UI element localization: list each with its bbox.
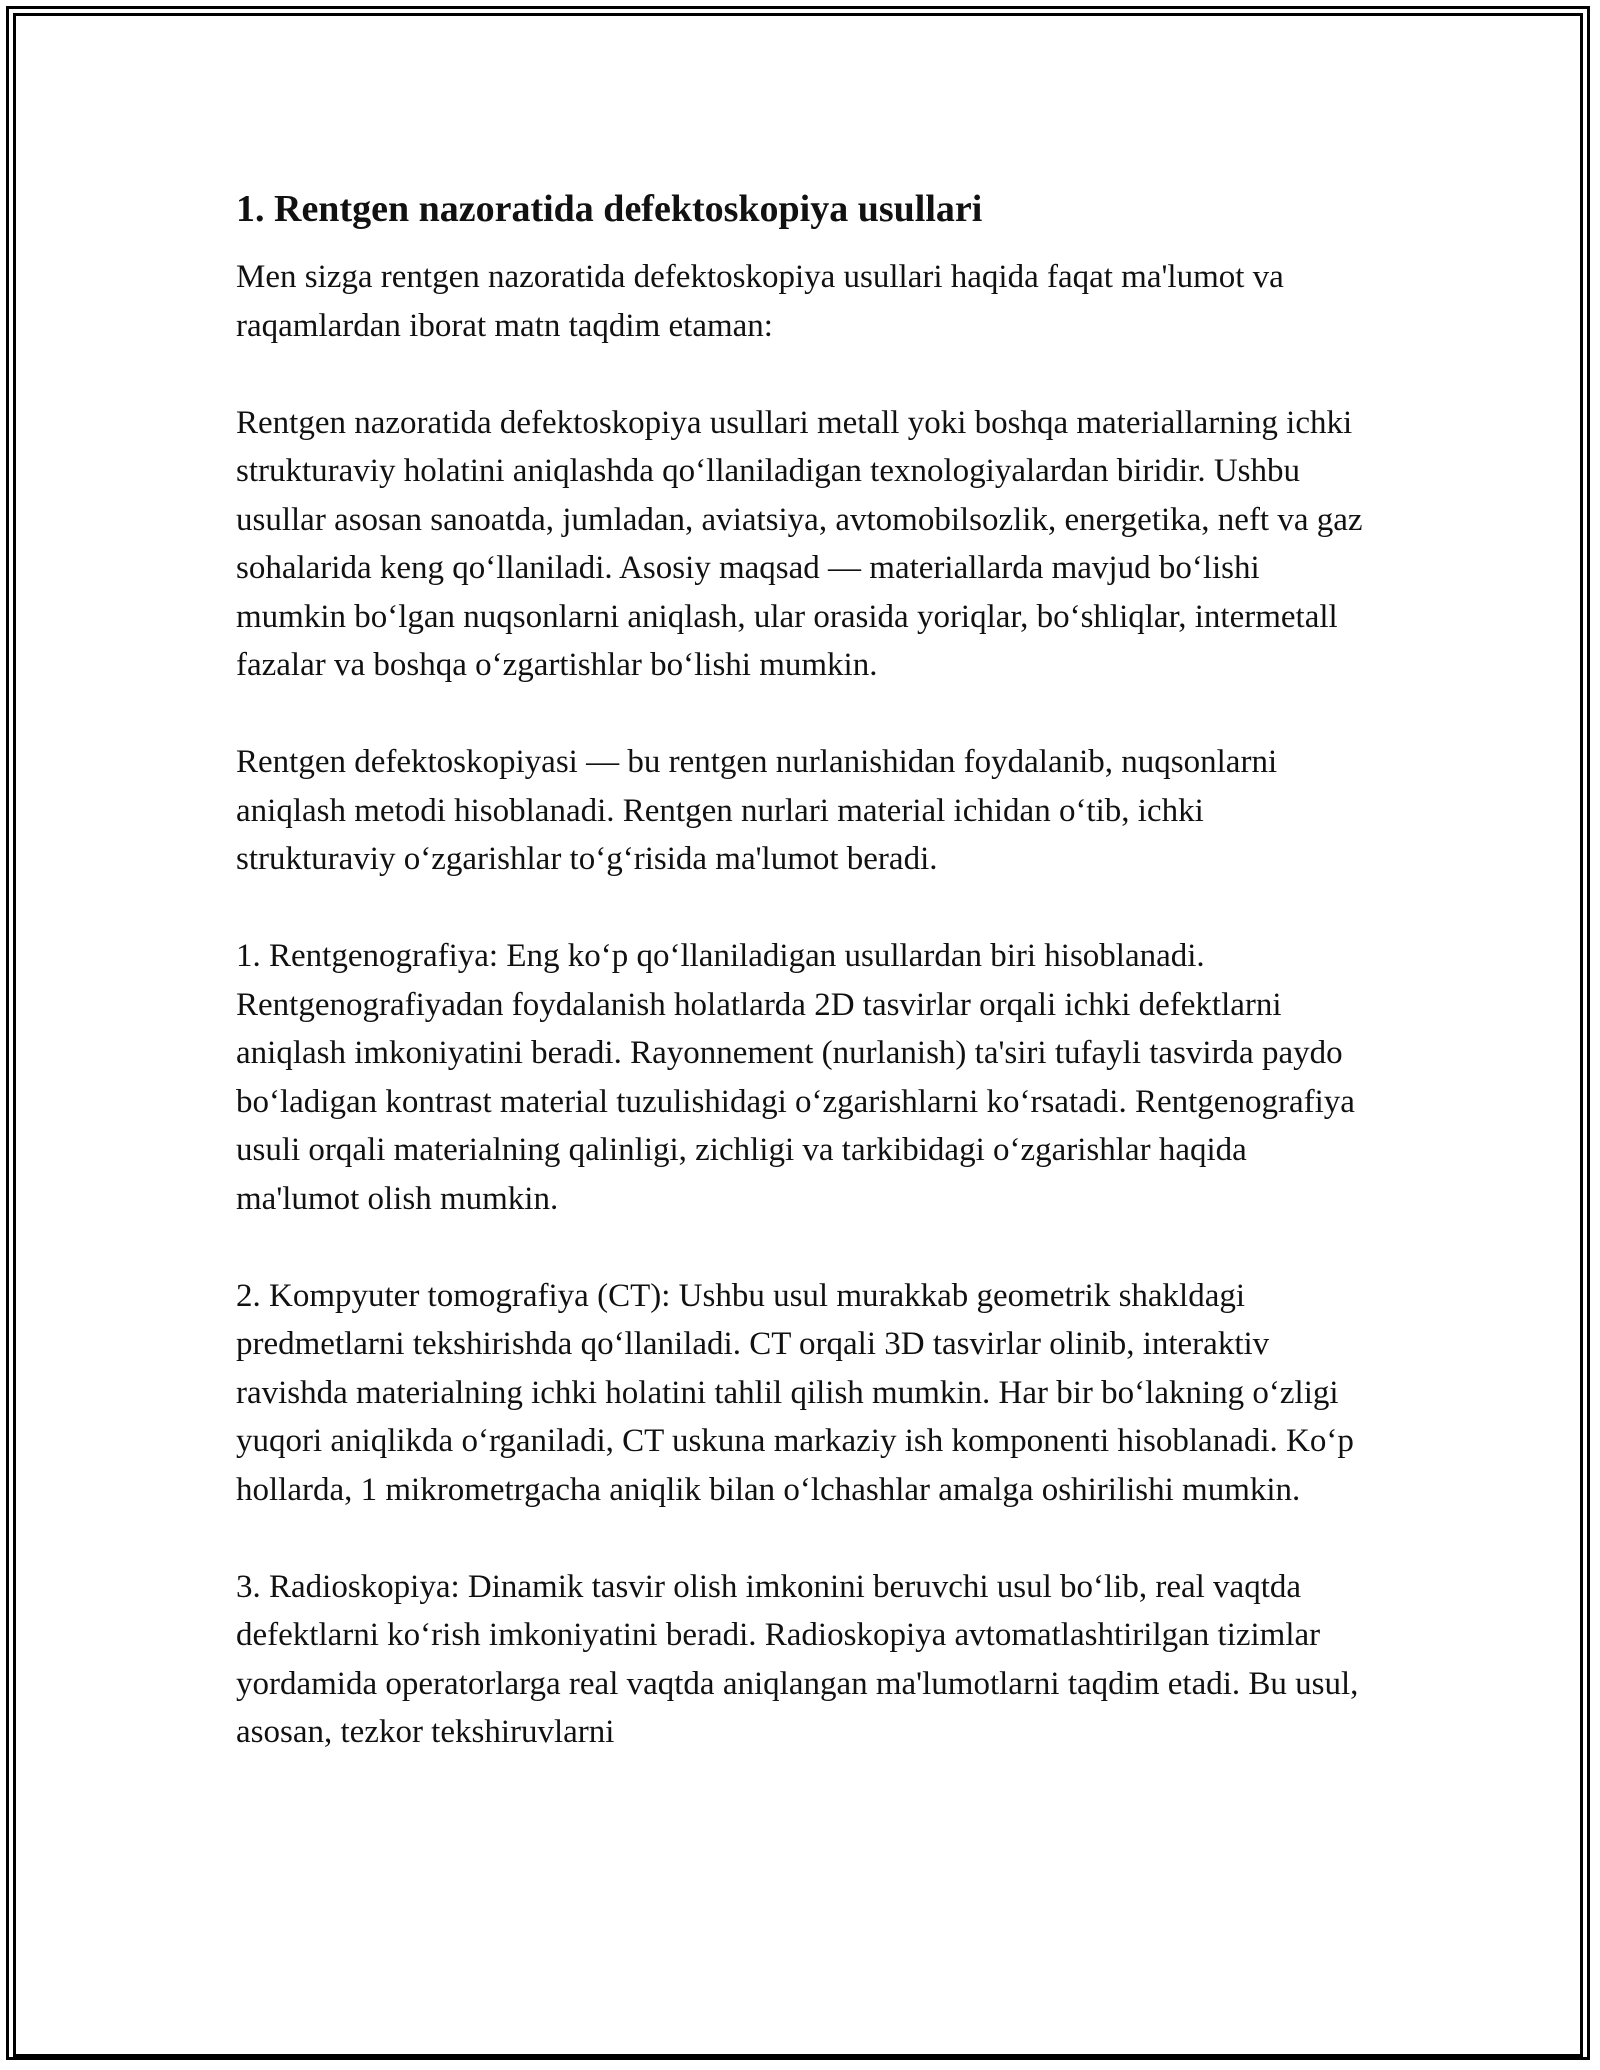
method-ct-paragraph: 2. Kompyuter tomografiya (CT): Ushbu usul murakkab geometrik shakldagi predmetlarni tekshirishda qo‘llaniladi. CT orqali 3D tasvirlar olinib, interaktiv ravishda materialning ichki holatini tahlil qilish mumkin. Har bir bo‘lakning o‘zligi yuqori aniqlikda o‘rganiladi, CT uskuna markaziy ish komponenti hisoblanadi. Ko‘p hollarda, 1 mikrometrgacha aniqlik bilan o‘lchashlar amalga oshirilishi mumkin.: [236, 1277, 1354, 1508]
definition-paragraph: Rentgen defektoskopiyasi — bu rentgen nurlanishidan foydalanib, nuqsonlarni aniqlash metodi hisoblanadi. Rentgen nurlari material ichidan o‘tib, ichki strukturaviy o‘zgarishlar to‘g‘risida ma'lumot beradi.: [236, 744, 1278, 877]
overview-paragraph: Rentgen nazoratida defektoskopiya usullari metall yoki boshqa materiallarning ichki strukturaviy holatini aniqlashda qo‘llaniladigan texnologiyalardan biridir. Ushbu usullar asosan sanoatda, jumladan, aviatsiya, avtomobilsozlik, energetika, neft va gaz sohalarida keng qo‘llaniladi. Asosiy maqsad — materiallarda mavjud bo‘lishi mumkin bo‘lgan nuqsonlarni aniqlash, ular orasida yoriqlar, bo‘shliqlar, intermetall fazalar va boshqa o‘zgartishlar bo‘lishi mumkin.: [236, 404, 1363, 683]
document-body: [236, 185, 1366, 1805]
intro-paragraph: Men sizga rentgen nazoratida defektoskopiya usullari haqida faqat ma'lumot va raqamlardan iborat matn taqdim etaman:: [236, 259, 1284, 344]
method-radiography-paragraph: 1. Rentgenografiya: Eng ko‘p qo‘llaniladigan usullardan biri hisoblanadi. Rentgenografiyadan foydalanish holatlarda 2D tasvirlar orqali ichki defektlarni aniqlash imkoniyatini beradi. Rayonnement (nurlanish) ta'siri tufayli tasvirda paydo bo‘ladigan kontrast material tuzulishidagi o‘zgarishlarni ko‘rsatadi. Rentgenografiya usuli orqali materialning qalinligi, zichligi va tarkibidagi o‘zgarishlar haqida ma'lumot olish mumkin.: [236, 938, 1355, 1217]
document-heading: 1. Rentgen nazoratida defektoskopiya usullari: [236, 188, 983, 230]
method-radioscopy-paragraph: 3. Radioskopiya: Dinamik tasvir olish imkonini beruvchi usul bo‘lib, real vaqtda defektlarni ko‘rish imkoniyatini beradi. Radioskopiya avtomatlashtirilgan tizimlar yordamida operatorlarga real vaqtda aniqlangan ma'lumotlarni taqdim etadi. Bu usul, asosan, tezkor tekshiruvlarni: [236, 1568, 1359, 1750]
